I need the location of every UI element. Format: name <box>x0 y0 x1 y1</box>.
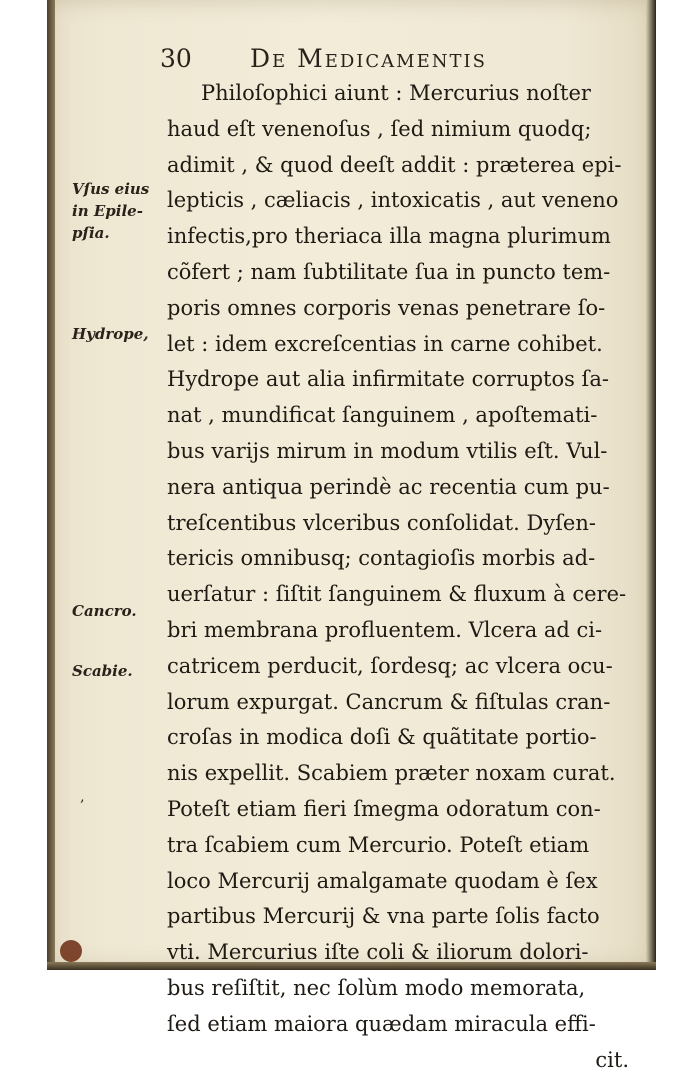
text-line: loco Mercurij amalgamate quodam è ſex <box>167 868 598 893</box>
text-line: lorum expurgat. Cancrum & fiſtulas cran- <box>167 689 611 714</box>
margin-mark <box>80 786 84 808</box>
text-line: Philoſophici aiunt : Mercurius noſter <box>201 81 591 105</box>
text-line: Hydrope aut alia infirmitate corruptos ſa- <box>167 367 609 392</box>
text-line: vti. Mercurius iſte coli & iliorum dolori- <box>167 940 589 965</box>
margin-note-scabie <box>72 660 133 682</box>
text-line: nera antiqua perindè ac recentia cum pu- <box>167 474 610 499</box>
margin-note-line: Vſus eius <box>72 180 150 198</box>
margin-mark-line: ‚ <box>80 789 85 805</box>
margin-note-line: Cancro. <box>72 602 137 620</box>
text-line: bri membrana profluentem. Vlcera ad ci- <box>167 617 603 642</box>
text-line: croſas in modica doſi & quãtitate portio- <box>167 725 597 750</box>
text-line: tra ſcabiem cum Mercurio. Poteſt etiam <box>167 832 590 857</box>
text-line: lepticis , cæliacis , intoxicatis , aut veneno <box>167 188 619 213</box>
text-line: poris omnes corporis venas penetrare ſo- <box>167 295 606 320</box>
page-number: 30 <box>160 44 192 73</box>
text-line: catricem perducit, ſordesq; ac vlcera ocu- <box>167 653 613 678</box>
text-line: haud eſt venenoſus , ſed nimium quodq; <box>167 116 592 141</box>
margin-note-cancro <box>72 600 137 622</box>
margin-note-line: Hydrope, <box>72 325 149 343</box>
text-line: bus reſiſtit, nec ſolùm modo memorata, <box>167 975 586 1000</box>
text-line-last: cit. <box>595 1047 629 1072</box>
text-line: infectis,pro theriaca illa magna plurimum <box>167 224 611 249</box>
text-line: bus varijs mirum in modum vtilis eſt. Vul- <box>167 438 608 463</box>
text-line: tericis omnibusq; contagioſis morbis ad- <box>167 546 596 571</box>
text-line: cõfert ; nam ſubtilitate ſua in puncto tem- <box>167 259 611 284</box>
text-line: nis expellit. Scabiem præter noxam curat. <box>167 761 616 786</box>
text-line: partibus Mercurij & vna parte ſolis facto <box>167 904 600 929</box>
ink-stain <box>60 940 82 962</box>
page-header <box>160 44 640 78</box>
text-line: treſcentibus vlceribus conſolidat. Dyſen- <box>167 510 596 535</box>
page-right-edge <box>646 0 656 968</box>
text-line: nat , mundificat ſanguinem , apoſtemati- <box>167 403 598 428</box>
margin-note-hydrope <box>72 323 149 345</box>
text-line: uerſatur : ſiſtit ſanguinem & fluxum à cere- <box>167 582 627 607</box>
margin-note-epilepsy <box>72 178 149 244</box>
margin-note-line: pſia. <box>72 224 110 242</box>
text-line: adimit , & quod deeſt addit : præterea epi- <box>167 152 622 177</box>
running-title: De Medicamentis <box>250 44 487 73</box>
text-line: Poteſt etiam fieri ſmegma odoratum con- <box>167 796 601 821</box>
text-line: ſed etiam maiora quædam miracula effi- <box>167 1011 596 1036</box>
text-line: let : idem excreſcentias in carne cohibet. <box>167 331 603 356</box>
margin-note-line: in Epile- <box>72 202 143 220</box>
margin-note-line: Scabie. <box>72 662 133 680</box>
page-gutter-edge <box>47 0 55 968</box>
body-text <box>167 76 637 1078</box>
